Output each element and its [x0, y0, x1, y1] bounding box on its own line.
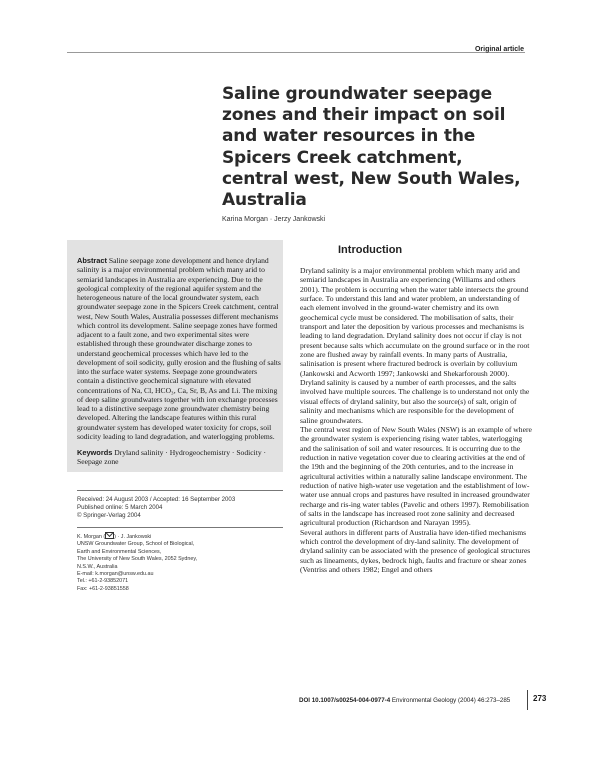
abstract-label: Abstract — [77, 256, 107, 265]
correspondence-authors: K. Morgan ( ) · J. Jankowski — [77, 534, 152, 540]
keywords-text: Dryland salinity · Hydrogeochemistry · Sodicity · Seepage zone — [77, 448, 267, 467]
copyright-line: © Springer-Verlag 2004 — [77, 512, 141, 519]
mail-icon — [105, 532, 114, 539]
received-dates — [77, 496, 287, 520]
footer-citation — [299, 697, 510, 704]
abstract-text: Saline seepage zone development and hence dryland salinity is a major environmental problem which many arid to semiarid landscapes in Australia are experiencing. Due to the geological complexity of the regional aquifer system and the heterogeneous nature of the local groundwater system, each groundwater seepage zone in the Spicers Creek catchment, central west, New South Wales, Australia possesses different mechanisms which control its development. Saline seepage zones have formed adjacent to a fault zone, and two experimental sites were established through these groundwater discharge zones to understand geochemical processes which have led to the development of soil sodicity, gully erosion and the flushing of salts into the surface water systems. Seepage zone groundwaters contain a distinctive geochemical signature with elevated concentrations of Na, Cl, HCO₃, Ca, Sr, B, As and Li. The mixing of deep saline groundwaters together with ion exchange processes lead to a distinctive seepage zone groundwater chemistry being developed. Altering the landscape features within this rural groundwater system has developed water toxicity for crops, soil sodicity leading to land degradation, and waterlogging problems. — [77, 256, 281, 441]
header-rule — [67, 52, 525, 53]
introduction-heading: Introduction — [338, 244, 403, 256]
address-line: UNSW Groundwater Group, School of Biological, — [77, 541, 195, 548]
received-rule — [77, 490, 283, 491]
author-address — [77, 532, 283, 593]
introduction-body — [300, 266, 532, 574]
keywords-label: Keywords — [77, 448, 113, 457]
address-rule — [77, 527, 283, 528]
doi[interactable]: DOI 10.1007/s00254-004-0977-4 — [299, 697, 391, 704]
paragraph: Dryland salinity is a major environmental problem which many arid and semiarid landscapes in Australia are experiencing (Williams and others 2001). The problem is occurring when the water table intersects the ground surface. To understand this land and water problem, an understanding of each element involved in the ground-water chemistry and its own geochemical cycle must be considered. The mobilisation of salts, their transport and later the deposition by various processes and mechanisms is leading to land degradation. Dryland salinity does not occur if clay is not present because salts which accumulate on the ground surface or in the root zone are flushed away by rainfall events. In many parts of Australia, salinisation is present where fractured bedrock is overlain by colluvium (Jankowski and Acworth 1997; Jankowski and Shekarforoush 2000). Dryland salinity is caused by a number of earth processes, and the salts involved have multiple sources. The challenge is to understand not only the visual effects of dryland salinity, but also the source(s) of salt, origin of salinity and mechanisms which are responsible for the development of saline groundwaters. — [300, 266, 530, 425]
footer-divider — [527, 690, 528, 710]
abstract — [77, 256, 281, 441]
paper-title: Saline groundwater seepage zones and their impact on soil and water resources in the Spicers Creek catchment, central west, New South Wales, Australia — [222, 84, 521, 211]
paragraph: Several authors in different parts of Australia have iden-tified mechanisms which control the development of dry-land salinity. The development of dryland salinity can be associated with the presence of geological structures such as lineaments, dykes, bedrock high, faults and fracture or shear zones (Ventriss and others 1982; Engel and others — [300, 527, 531, 574]
address-line: N.S.W., Australia — [77, 563, 118, 570]
telephone: Tel.: +61-2-93852071 — [77, 578, 129, 585]
email[interactable]: E-mail: k.morgan@unsw.edu.au — [77, 571, 154, 578]
address-line: The University of New South Wales, 2052 Sydney, — [77, 556, 198, 563]
keywords — [77, 448, 281, 467]
address-line: Earth and Environmental Sciences, — [77, 548, 162, 555]
paragraph: The central west region of New South Wales (NSW) is an example of where the groundwater system is experiencing rising water tables, waterlogging and the salinisation of soil and water resources. It is occurring due to the reduction in native vegetation cover due to clearing activities at the end of the 19th and the beginning of the 20th centuries, and to the increase in agricultural activities within a naturally saline landscape environment. The reduction of native high-water use vegetation and the establishment of low-water use annual crops and pastures have resulted in increased groundwater recharge and ris-ing water tables (Pavelic and others 1997). Remobilisation of salts in the landscape has increased root zone salinity and decreased agricultural production (Richardson and Narayan 1995). — [300, 424, 532, 528]
section-label: Original article — [474, 46, 524, 53]
received-line: Received: 24 August 2003 / Accepted: 16 September 2003 — [77, 496, 236, 503]
author-list: Karina Morgan · Jerzy Jankowski — [222, 216, 326, 223]
page-number: 273 — [533, 694, 547, 703]
published-line: Published online: 5 March 2004 — [77, 504, 163, 511]
fax: Fax: +61-2-93851558 — [77, 585, 129, 592]
journal-citation: Environmental Geology (2004) 46:273–285 — [391, 697, 511, 704]
